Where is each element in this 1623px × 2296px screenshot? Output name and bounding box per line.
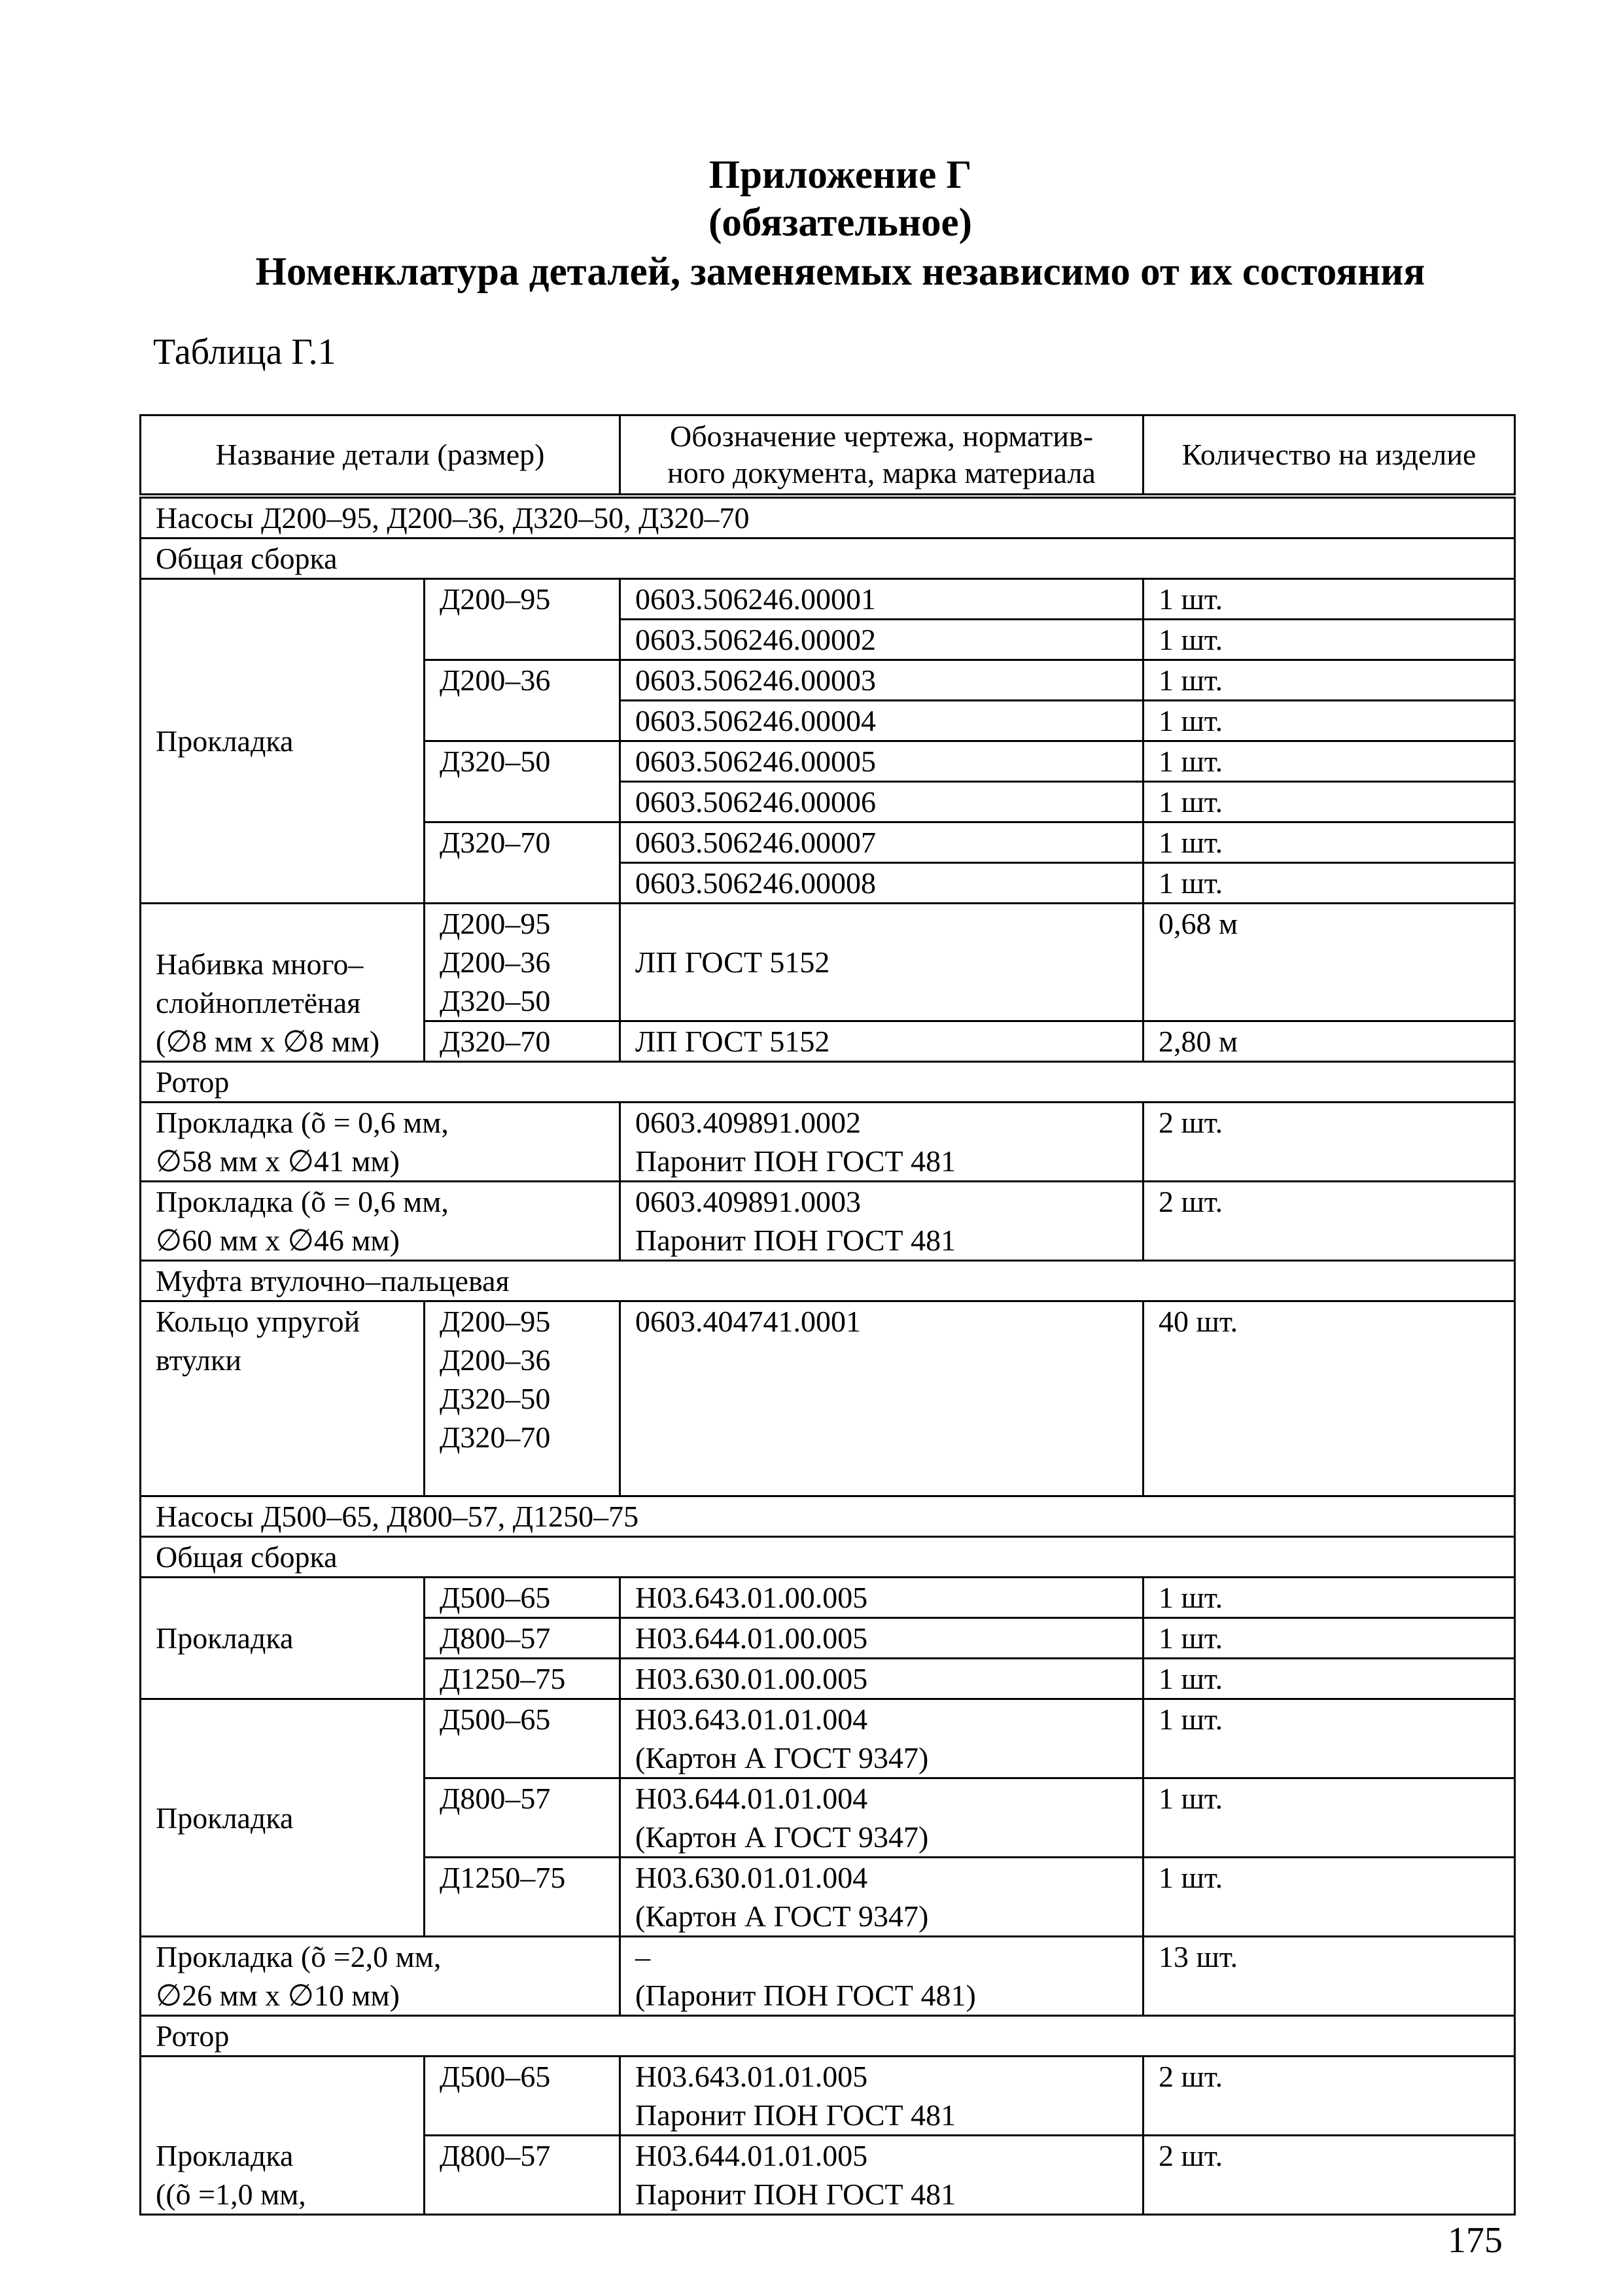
designation: 0603.506246.00008 [620, 863, 1143, 904]
quantity: 40 шт. [1143, 1301, 1515, 1496]
quantity: 2 шт. [1143, 1103, 1515, 1182]
section-header: Общая сборка [141, 1537, 1515, 1578]
page-number: 175 [1448, 2220, 1503, 2261]
part-name: Прокладка [141, 1578, 425, 1699]
table-row [141, 1578, 1515, 1618]
table-row [141, 1182, 1515, 1261]
pump-model: Д800–57 [425, 2136, 620, 2215]
pump-model: Д200–36 [425, 660, 620, 741]
part-name: Набивка много– слойноплетёная (∅8 мм х ∅8 мм) [141, 904, 425, 1062]
table-row [141, 539, 1515, 579]
header-designation: Обозначение чертежа, норматив- ного документа, марка материала [620, 415, 1143, 497]
designation: 0603.506246.00006 [620, 782, 1143, 822]
quantity: 13 шт. [1143, 1937, 1515, 2016]
quantity: 1 шт. [1143, 701, 1515, 741]
quantity: 1 шт. [1143, 1858, 1515, 1937]
designation: – (Паронит ПОН ГОСТ 481) [620, 1937, 1143, 2016]
pump-model: Д800–57 [425, 1778, 620, 1858]
designation: 0603.506246.00001 [620, 579, 1143, 620]
table-row [141, 1103, 1515, 1182]
pump-model: Д800–57 [425, 1618, 620, 1659]
quantity: 1 шт. [1143, 579, 1515, 620]
appendix-title: Приложение Г [708, 153, 972, 197]
designation: 0603.409891.0003 Паронит ПОН ГОСТ 481 [620, 1182, 1143, 1261]
pump-model: Д1250–75 [425, 1659, 620, 1699]
pump-model: Д320–50 [425, 741, 620, 822]
table-row [141, 1261, 1515, 1301]
pump-model: Д200–95 [425, 579, 620, 660]
pump-model: Д320–70 [425, 822, 620, 904]
designation: 0603.506246.00004 [620, 701, 1143, 741]
quantity: 1 шт. [1143, 863, 1515, 904]
header-quantity: Количество на изделие [1143, 415, 1515, 497]
group-header: Насосы Д200–95, Д200–36, Д320–50, Д320–70 [141, 496, 1515, 539]
table-row [141, 2057, 1515, 2136]
table-row [141, 1537, 1515, 1578]
designation: ЛП ГОСТ 5152 [620, 1021, 1143, 1062]
pump-model: Д500–65 [425, 1699, 620, 1778]
quantity: 1 шт. [1143, 741, 1515, 782]
designation: ЛП ГОСТ 5152 [620, 904, 1143, 1021]
part-name: Прокладка (õ = 0,6 мм, ∅60 мм х ∅46 мм) [141, 1182, 620, 1261]
header-name: Название детали (размер) [141, 415, 620, 497]
table-row [141, 904, 1515, 1021]
quantity: 1 шт. [1143, 822, 1515, 863]
appendix-subject: Номенклатура деталей, заменяемых независимо от их состояния [255, 250, 1425, 294]
pump-model: Д200–95 Д200–36 Д320–50 Д320–70 [425, 1301, 620, 1496]
section-header: Ротор [141, 1062, 1515, 1103]
designation: 0603.506246.00002 [620, 620, 1143, 660]
pump-model: Д500–65 [425, 2057, 620, 2136]
table-row [141, 579, 1515, 620]
designation: 0603.506246.00005 [620, 741, 1143, 782]
table-caption: Таблица Г.1 [153, 332, 336, 372]
designation: Н03.643.01.00.005 [620, 1578, 1143, 1618]
table-row [141, 1301, 1515, 1496]
quantity: 1 шт. [1143, 782, 1515, 822]
table-row [141, 1699, 1515, 1778]
pump-model: Д320–70 [425, 1021, 620, 1062]
section-header: Общая сборка [141, 539, 1515, 579]
section-header: Ротор [141, 2016, 1515, 2057]
pump-model: Д500–65 [425, 1578, 620, 1618]
designation: Н03.630.01.00.005 [620, 1659, 1143, 1699]
part-name: Кольцо упругой втулки [141, 1301, 425, 1496]
designation: 0603.404741.0001 [620, 1301, 1143, 1496]
part-name: Прокладка [141, 579, 425, 904]
parts-table [139, 414, 1516, 2216]
designation: 0603.409891.0002 Паронит ПОН ГОСТ 481 [620, 1103, 1143, 1182]
quantity: 1 шт. [1143, 1778, 1515, 1858]
designation: Н03.630.01.01.004 (Картон А ГОСТ 9347) [620, 1858, 1143, 1937]
quantity: 2 шт. [1143, 2136, 1515, 2215]
designation: Н03.644.01.00.005 [620, 1618, 1143, 1659]
quantity: 1 шт. [1143, 1618, 1515, 1659]
quantity: 1 шт. [1143, 1578, 1515, 1618]
quantity: 1 шт. [1143, 1659, 1515, 1699]
quantity: 1 шт. [1143, 620, 1515, 660]
pump-model: Д200–95 Д200–36 Д320–50 [425, 904, 620, 1021]
pump-model: Д1250–75 [425, 1858, 620, 1937]
quantity: 1 шт. [1143, 660, 1515, 701]
quantity: 2,80 м [1143, 1021, 1515, 1062]
designation: Н03.644.01.01.004 (Картон А ГОСТ 9347) [620, 1778, 1143, 1858]
part-name: Прокладка (õ = 0,6 мм, ∅58 мм х ∅41 мм) [141, 1103, 620, 1182]
designation: Н03.643.01.01.004 (Картон А ГОСТ 9347) [620, 1699, 1143, 1778]
quantity: 1 шт. [1143, 1699, 1515, 1778]
appendix-status: (обязательное) [708, 201, 972, 245]
table-row [141, 1496, 1515, 1537]
quantity: 2 шт. [1143, 1182, 1515, 1261]
part-name: Прокладка (õ =2,0 мм, ∅26 мм х ∅10 мм) [141, 1937, 620, 2016]
designation: Н03.644.01.01.005 Паронит ПОН ГОСТ 481 [620, 2136, 1143, 2215]
part-name: Прокладка ((õ =1,0 мм, [141, 2057, 425, 2215]
part-name: Прокладка [141, 1699, 425, 1937]
designation: 0603.506246.00003 [620, 660, 1143, 701]
quantity: 0,68 м [1143, 904, 1515, 1021]
table-header [141, 415, 1515, 497]
quantity: 2 шт. [1143, 2057, 1515, 2136]
designation: Н03.643.01.01.005 Паронит ПОН ГОСТ 481 [620, 2057, 1143, 2136]
table-row [141, 1937, 1515, 2016]
table-row [141, 496, 1515, 539]
table-row [141, 1062, 1515, 1103]
designation: 0603.506246.00007 [620, 822, 1143, 863]
table-row [141, 2016, 1515, 2057]
group-header: Насосы Д500–65, Д800–57, Д1250–75 [141, 1496, 1515, 1537]
section-header: Муфта втулочно–пальцевая [141, 1261, 1515, 1301]
